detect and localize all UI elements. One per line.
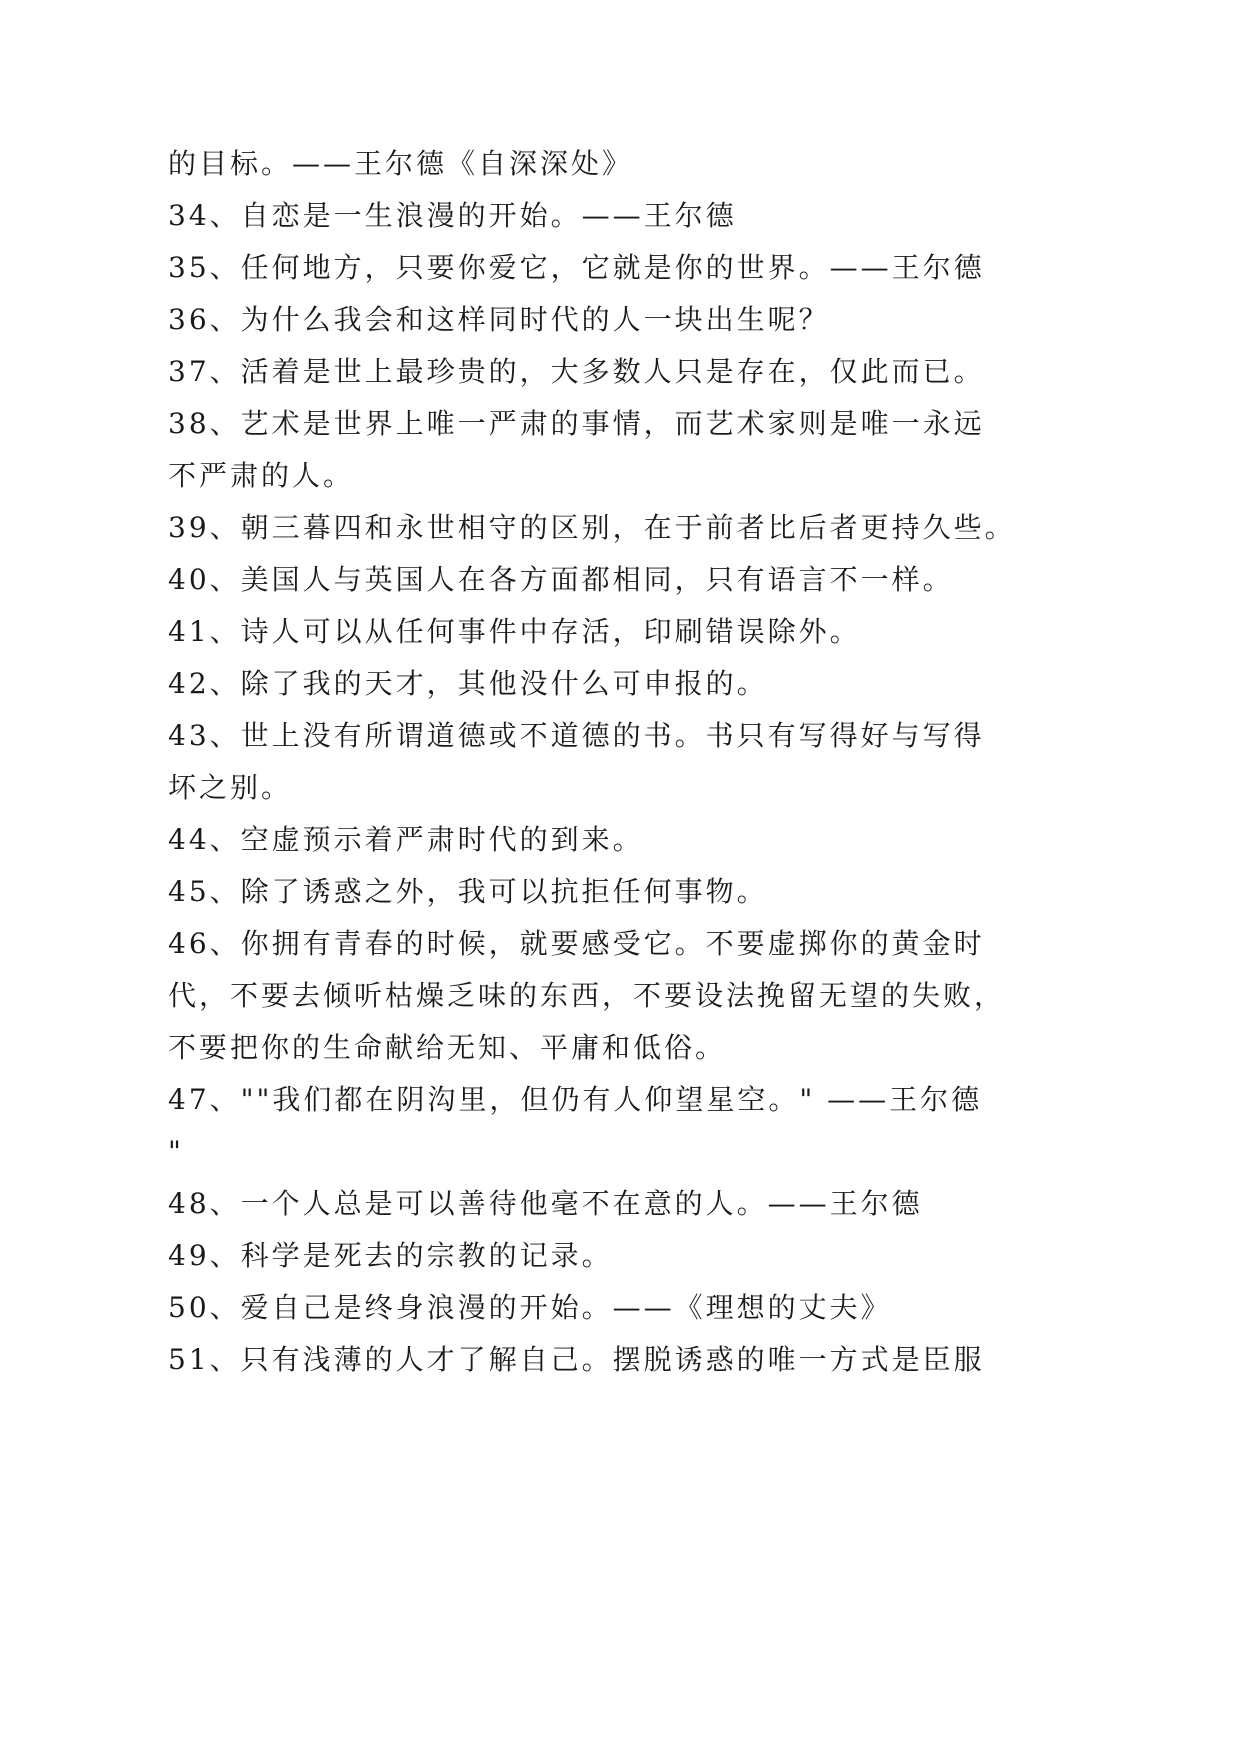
text-line: 代，不要去倾听枯燥乏味的东西，不要设法挽留无望的失败， [168,979,1006,1012]
quote-text-block [168,138,1016,1386]
text-line: 43、世上没有所谓道德或不道德的书。书只有写得好与写得 [168,719,985,752]
text-line: 46、你拥有青春的时候，就要感受它。不要虚掷你的黄金时 [168,927,985,960]
text-line: 的目标。——王尔德《自深深处》 [168,147,634,180]
text-line: 41、诗人可以从任何事件中存活，印刷错误除外。 [168,615,861,648]
text-line: 37、活着是世上最珍贵的，大多数人只是存在，仅此而已。 [168,355,985,388]
text-line: 49、科学是死去的宗教的记录。 [168,1239,613,1272]
text-line: 50、爱自己是终身浪漫的开始。——《理想的丈夫》 [168,1291,892,1324]
text-line: 不严肃的人。 [168,459,355,492]
text-line: 39、朝三暮四和永世相守的区别，在于前者比后者更持久些。 [168,511,1016,544]
text-line: 48、一个人总是可以善待他毫不在意的人。——王尔德 [168,1187,923,1220]
text-line: 45、除了诱惑之外，我可以抗拒任何事物。 [168,875,768,908]
text-line: 不要把你的生命献给无知、平庸和低俗。 [168,1031,727,1064]
text-line: 36、为什么我会和这样同时代的人一块出生呢？ [168,303,830,336]
text-line: " [168,1135,184,1168]
text-line: 42、除了我的天才，其他没什么可申报的。 [168,667,768,700]
text-line: 34、自恋是一生浪漫的开始。——王尔德 [168,199,737,232]
text-line: 35、任何地方，只要你爱它，它就是你的世界。——王尔德 [168,251,985,284]
text-line: 47、""我们都在阴沟里，但仍有人仰望星空。" ——王尔德 [168,1083,983,1116]
text-line: 51、只有浅薄的人才了解自己。摆脱诱惑的唯一方式是臣服 [168,1343,985,1376]
text-line: 40、美国人与英国人在各方面都相同，只有语言不一样。 [168,563,954,596]
text-line: 38、艺术是世界上唯一严肃的事情，而艺术家则是唯一永远 [168,407,985,440]
text-line: 坏之别。 [168,771,293,804]
text-line: 44、空虚预示着严肃时代的到来。 [168,823,644,856]
